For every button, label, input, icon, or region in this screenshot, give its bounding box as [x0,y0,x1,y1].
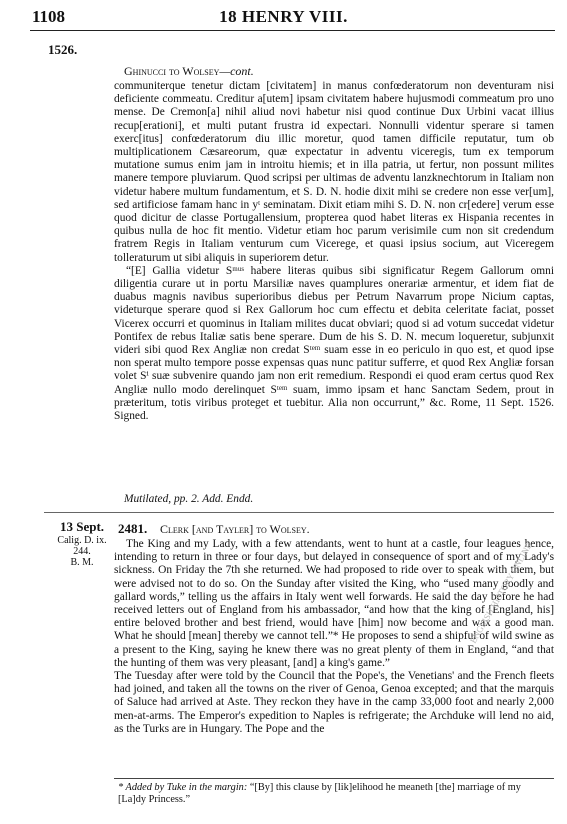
entry-ref-3: B. M. [70,557,94,568]
entry-paragraph-2: The Tuesday after were told by the Council that the Pope's, the Venetians' and the French fleets had joined, and taken all the towns on the river of Genoa, Genoa excepted; and that the marquis of Saluce had arrived at Aste. They reckon they have in the camp 33,000 foot and nearly 2,000 men-at-arms. The Emperor's expedition to Naples is refrigerate; the Archduke will lend no aid, as the Turks are in Hungary. The Pope and the [114,670,554,735]
letter-cont: —cont. [219,64,254,78]
page-header [0,7,567,29]
entry-paragraph-1: The King and my Lady, with a few attendants, went to hunt at a castle, four leagues hence, intending to return in three or four days, but delayed in consequence of sport and of my Lady's sickness. On Friday the 7th she returned. We had proposed to ride over to speak with them, but were advised not to do so. On the Sunday after visited the King, who “used many goodly and gallard words,” telling us the affairs in Italy went well forwards. He said the day before he had received letters out of England from his ambassador, “and how that the king of [England, his] entire beloved brother and best friend, would have [him] now become and wax a good man. What he should [mean] thereby we cannot tell.”* He proposes to send a shipful of wild swine as a present to the King, saying he knew there was no great plenty of them in England, “and that the hunting of them was very pleasant, [and] a king's game.” [114,538,554,669]
entry-number: 2481. [118,521,148,536]
letter-paragraph-2: “[E] Gallia videtur Sᵐᵘˢ habere literas quibus sibi significatur Regem Gallorum omni diligentia curare ut in portu Marsiliæ naves quamplures onerariæ armentur, et idem fiat de duabus magnis navibus superioribus diebus per Petrum Navarrum prope Nicium captas, videturque sperare quod si Rex Gallorum hoc cum effectu et debita celeritate faciat, posset Vicerex occurri et quominus in Italiam milites ducat obviari; quod si ad votum succedat videtur Pontifex de rebus Italiæ satis bene sperare. Dum de his S. D. N. mecum loqueretur, subjunxit videri sibi quod Rex Angliæ non credat Sᵗᵉᵐ suam esse in eo periculo in quo est, et quod ipse non sperat multo tempore posse expensas quas nunc patitur sufferre, et quod Rex Angliæ forsan volet Sⁱ suæ subvenire quando jam non erit remedium. Respondi ei quod eram certus quod Rex Angliæ nullo modo derelinquet Sᵗᵉᵐ suam, immo ipsam et hanc Sanctam Sedem, prout in præteritum, totis viribus proteget et tuebitur. Alia non occurrunt,” &c. Rome, 11 Sept. 1526. Signed. [114,264,554,423]
year-margin: 1526. [48,42,78,57]
footnote-lead: * Added by Tuke in the margin: [118,782,248,793]
entry-body [114,538,554,736]
letter-author: Ghinucci to Wolsey [124,64,220,78]
letter-body [114,80,554,423]
entry-margin [52,519,112,568]
entry-date: 13 Sept. [59,519,105,534]
letter-paragraph-1: communiterque tenetur dictam [civitatem] in manus confœderatorum non deventuram nisi deficiente commeatu. Creditur a[utem] ipsam civitatem habere hujusmodi commeatum pro uno mense. De Cremon[a] nihil aliud novi habetur nisi quod continue Dux Urbini vacat illius recup[erationi], et multi putant frustra id expectari. Nonnulli videntur sperare si tamen exerc[itus] confœderatorum diu illic moretur, quod tamen difficile reputatur, tum ob multiplicationem Cæsareorum, quæ expectatur in adventu viceregis, tum ex temporum mutatione sumus enim jam in introitu hiemis; et in illa patria, ut fertur, non possunt milites manere tempore pluviarum. Quod scripsi per ultimas de adventu lanzknechtorum in Italiam non videtur habere multum fundamentum, et S. D. N. hodie dixit mihi se credere non esse ver[um], sed artificiose famam hanc in yᵗ seminatam. Dixit etiam mihi S. D. N. non cr[edere] verum esse quod dicitur de classe Portugallensium, propterea quod habet literas ex Hispania recentes in quibus nulla de hoc fit mentio. Videtur etiam hoc parum verisimile cum non sit credendum fratrem Regis in Italiam venturum cum Vicerege, et quasi ipsius socium, aut Viceregem tolleraturum ut sibi aliquis in superiorem detur. [114,80,554,264]
letter-note: Mutilated, pp. 2. Add. Endd. [124,493,254,505]
entry-title: Clerk [and Tayler] to Wolsey. [160,522,310,536]
entry-separator [44,512,554,513]
header-rule [30,30,555,31]
footnote-rule [114,778,554,779]
entry-ref-1: Calig. D. ix. [57,535,107,546]
footnote [118,782,548,806]
page-number: 1108 [32,7,66,26]
footnote-text: “[By] this clause by [lik]elihood he meaneth [the] marriage of my [La]dy Princess.” [118,782,521,805]
running-title: 18 HENRY VIII. [219,7,348,26]
letter-heading [124,64,254,79]
entry-ref-2: 244. [73,546,91,557]
watermark: ENGLISH HISTORY ONLINE [468,540,534,645]
